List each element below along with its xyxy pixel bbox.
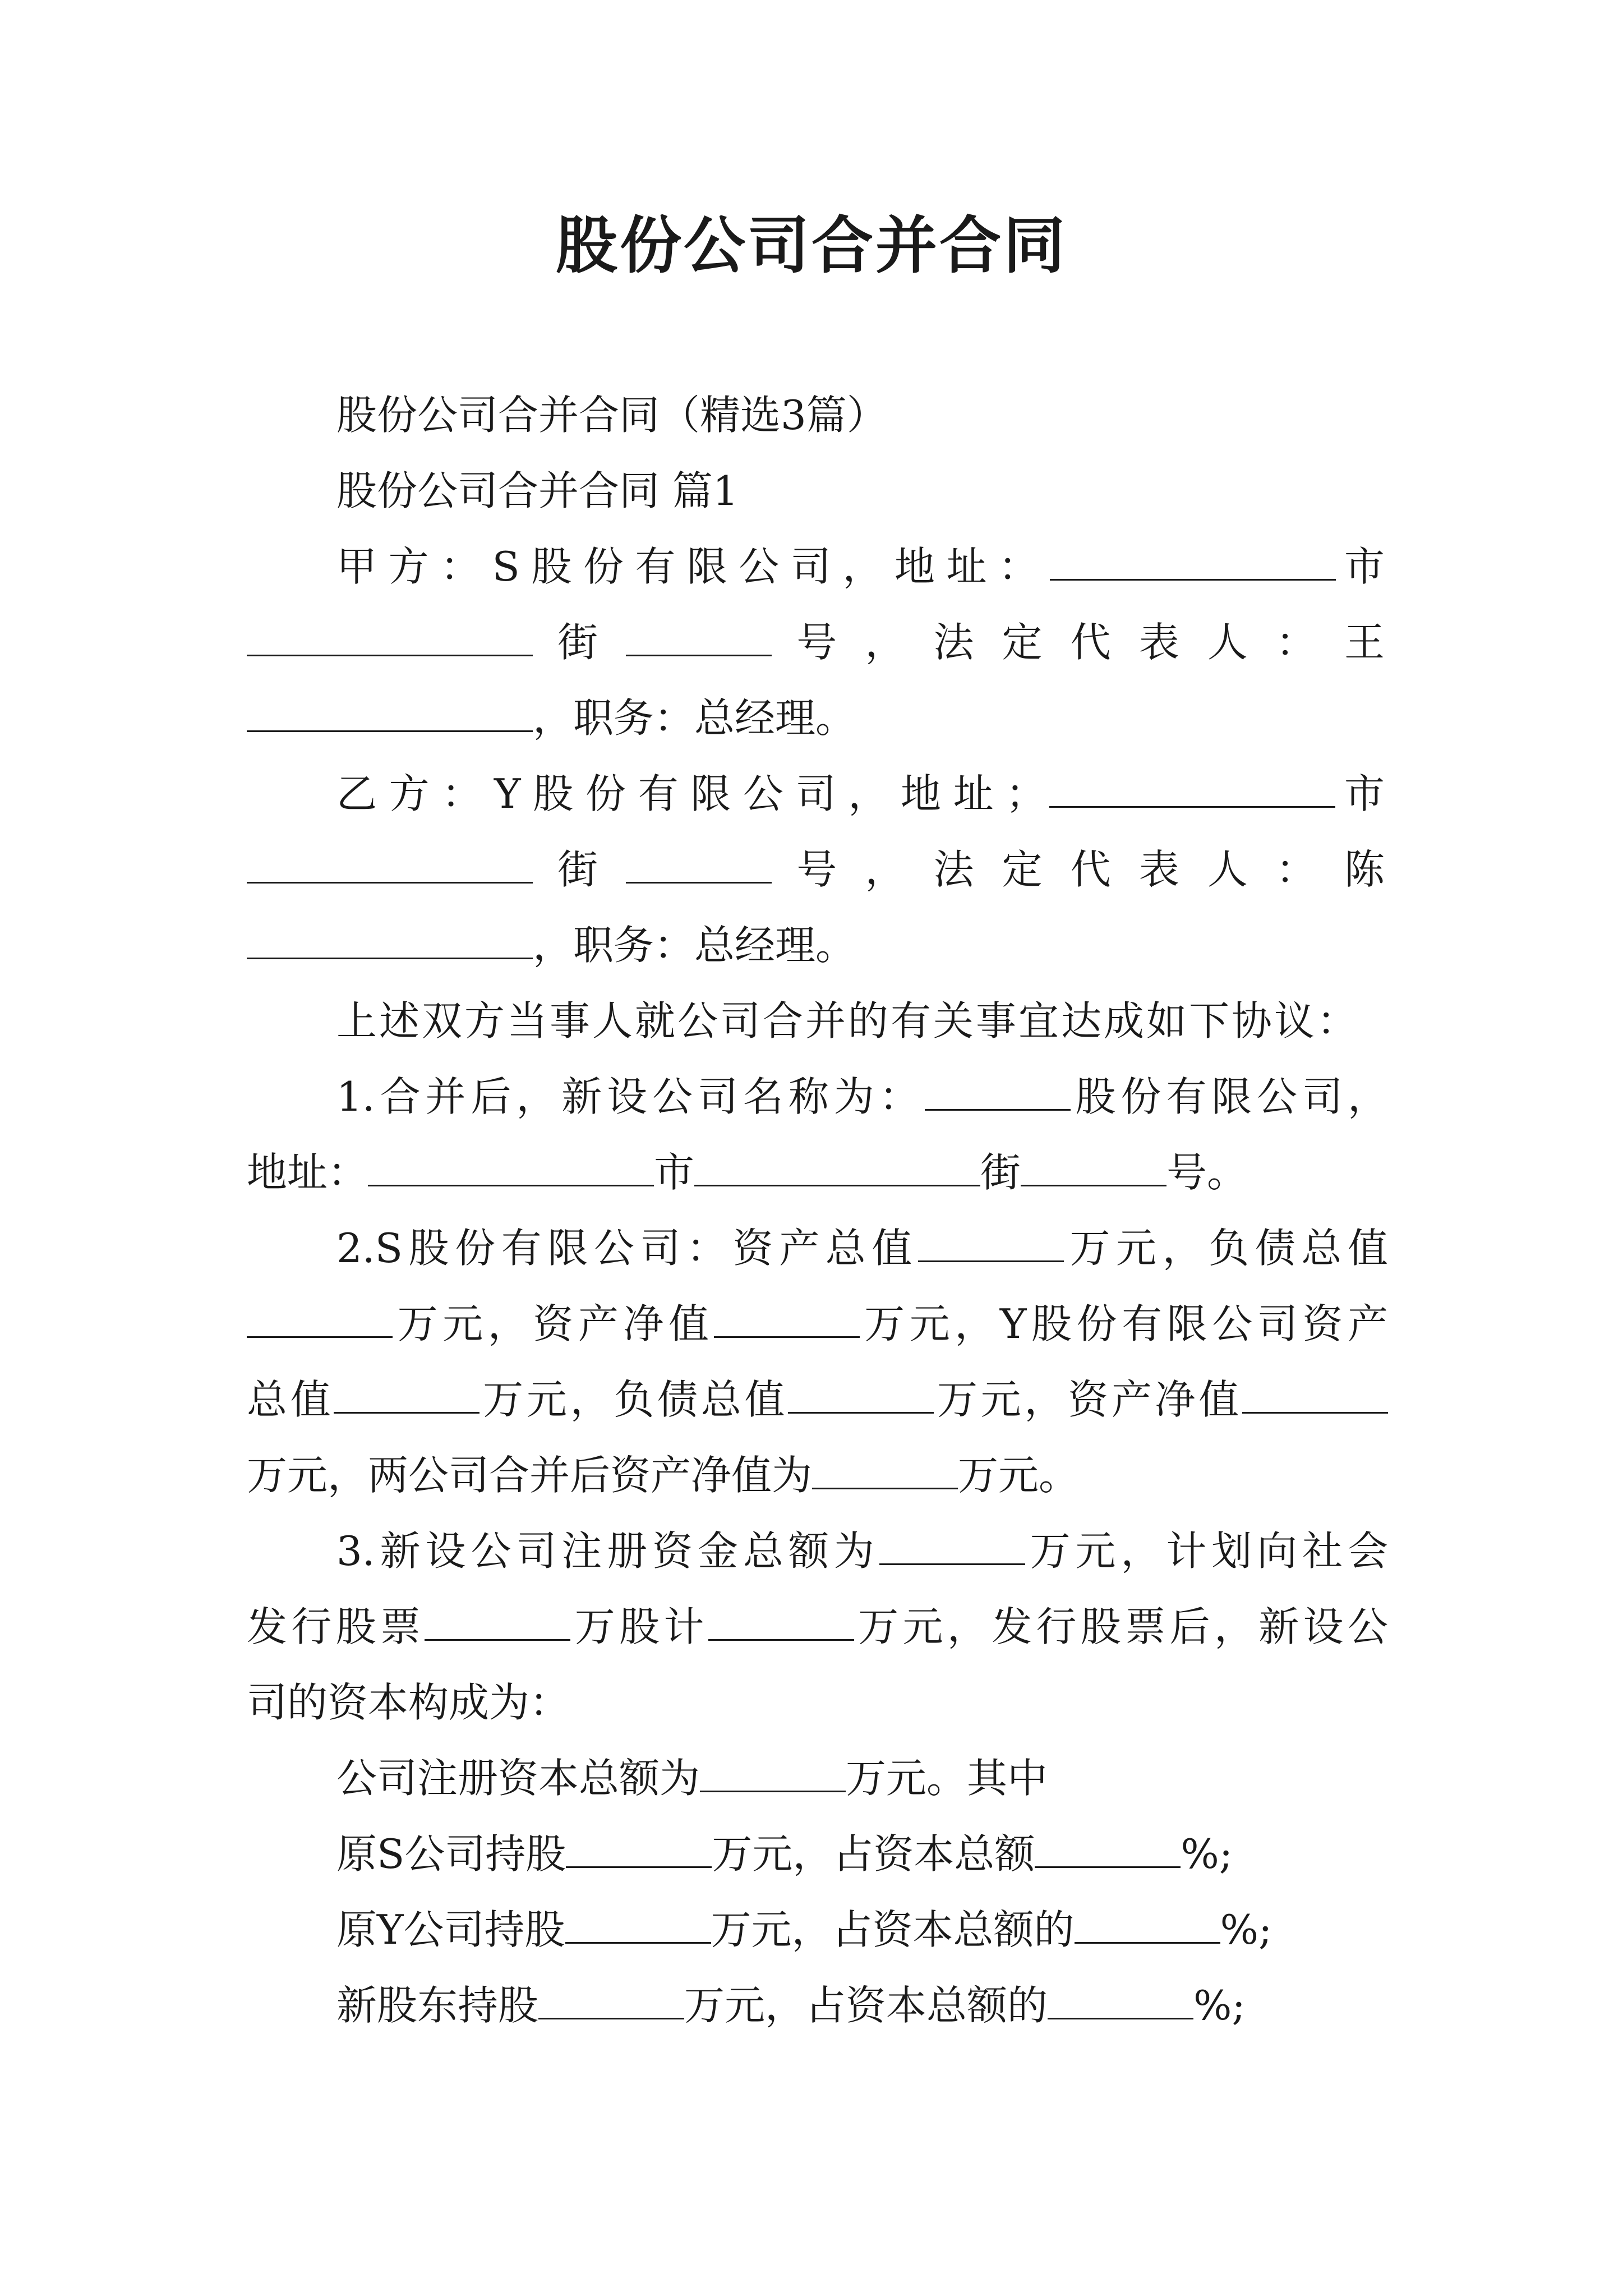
party-a-line-1: 甲方：S股份有限公司，地址： 市 [336, 539, 1388, 595]
clause-3-line-3: 司的资本构成为： [247, 1679, 570, 1726]
clause-1-line-2: 地址： 市 街 号。 [247, 1144, 1388, 1200]
blank-field [708, 1600, 854, 1641]
blank-field [812, 1448, 958, 1489]
blank-field [425, 1600, 570, 1641]
capital-y-line: 原Y公司持股 万元，占资本总额的 %; [336, 1902, 1388, 1958]
blank-field [1021, 1145, 1166, 1186]
clause-3-line-1: 3.新设公司注册资金总额为 万元，计划向社会 [336, 1523, 1388, 1579]
subtitle-line: 股份公司合并合同（精选3篇） [336, 392, 887, 439]
blank-field [1048, 1978, 1193, 2019]
capital-total-line: 公司注册资本总额为 万元。其中 [336, 1750, 1388, 1806]
blank-field [1075, 1903, 1220, 1944]
party-b-line-2: 街 号，法定代表人：陈 [247, 841, 1388, 898]
blank-field [1049, 767, 1335, 808]
blank-field [879, 1524, 1025, 1565]
clause-3-line-2: 发行股票 万股计 万元，发行股票后，新设公 [247, 1599, 1388, 1655]
section-heading: 股份公司合并合同 篇1 [336, 467, 739, 514]
document-title: 股份公司合并合同 [556, 209, 1067, 282]
blank-field [1242, 1373, 1388, 1414]
blank-field [368, 1145, 654, 1186]
blank-field [925, 1070, 1071, 1111]
blank-field [694, 1145, 980, 1186]
blank-field [247, 1297, 393, 1338]
party-a-line-2: 街 号，法定代表人：王 [247, 614, 1388, 670]
blank-field [566, 1827, 712, 1868]
blank-field [626, 843, 772, 884]
clause-2-line-1: 2.S股份有限公司：资产总值 万元，负债总值 [336, 1220, 1388, 1276]
party-a-line-3: ，职务：总经理。 [247, 690, 1388, 746]
blank-field [788, 1373, 934, 1414]
blank-field [247, 918, 533, 959]
blank-field [714, 1297, 860, 1338]
capital-new-line: 新股东持股 万元，占资本总额的 %; [336, 1977, 1388, 2033]
capital-s-line: 原S公司持股 万元，占资本总额 %; [336, 1826, 1388, 1882]
blank-field [247, 843, 533, 884]
blank-field [247, 691, 533, 732]
party-b-line-1: 乙方：Y股份有限公司，地址； 市 [336, 766, 1388, 822]
blank-field [565, 1903, 711, 1944]
blank-field [918, 1221, 1064, 1262]
blank-field [247, 615, 533, 656]
clause-2-line-3: 总值 万元，负债总值 万元，资产净值 [247, 1372, 1388, 1428]
blank-field [538, 1978, 684, 2019]
blank-field [1035, 1827, 1181, 1868]
clause-2-line-4: 万元，两公司合并后资产净值为 万元。 [247, 1447, 1388, 1503]
party-b-line-3: ，职务：总经理。 [247, 917, 1388, 973]
clause-2-line-2: 万元，资产净值 万元，Y股份有限公司资产 [247, 1296, 1388, 1352]
blank-field [700, 1751, 846, 1792]
blank-field [626, 615, 772, 656]
agreement-intro: 上述双方当事人就公司合并的有关事宜达成如下协议： [336, 997, 1360, 1045]
blank-field [334, 1373, 479, 1414]
clause-1-line-1: 1.合并后，新设公司名称为： 股份有限公司， [336, 1069, 1388, 1125]
blank-field [1050, 540, 1336, 581]
